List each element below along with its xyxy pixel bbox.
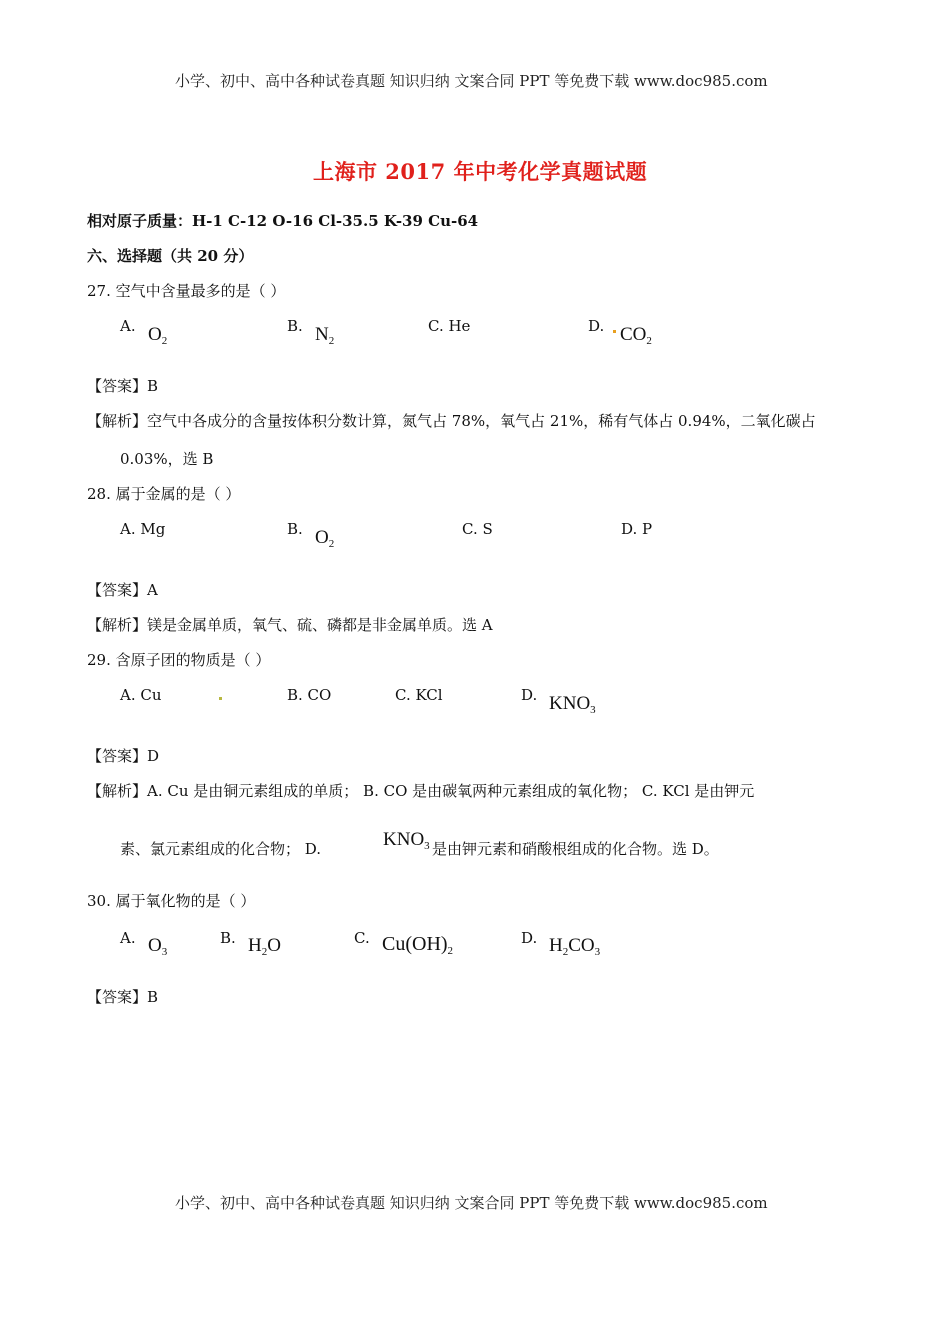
q27-answer: 【答案】B — [87, 377, 159, 395]
q27-analysis-line1: 【解析】空气中各成分的含量按体积分数计算，氮气占 78%，氧气占 21%，稀有气体占 0.94%，二氧化碳占 — [87, 412, 816, 430]
q28-option-a: A. Mg — [120, 520, 166, 538]
q27-d-label: D. — [588, 317, 605, 335]
q27-b-label: B. — [287, 317, 303, 335]
q29-d-label: D. — [521, 686, 538, 704]
q28-b-formula: $O_2$ — [315, 527, 335, 550]
q30-a-formula: $O_3$ — [148, 935, 168, 958]
q29-option-b: B. CO — [287, 686, 332, 704]
q30-option-b — [220, 929, 236, 947]
q28-answer: 【答案】A — [87, 581, 158, 599]
q30-d-label: D. — [521, 929, 538, 947]
q30-c-label: C. — [354, 929, 370, 947]
question-28-stem: 28. 属于金属的是（ ） — [87, 485, 241, 503]
q30-b-formula: $H_2O$ — [248, 935, 281, 958]
q27-analysis-line2: 0.03%，选 B — [120, 450, 214, 468]
q29-analysis-line2: 素、氯元素组成的化合物； D. — [120, 840, 322, 858]
q28-option-b — [287, 520, 303, 538]
stray-mark — [219, 697, 222, 700]
q30-c-formula: $Cu(OH)_2$ — [382, 933, 454, 957]
q29-d-formula: $KNO_3$ — [549, 693, 596, 716]
q29-analysis-formula: $KNO_3$ — [383, 829, 430, 852]
question-30-stem: 30. 属于氧化物的是（ ） — [87, 892, 256, 910]
q30-answer: 【答案】B — [87, 988, 159, 1006]
q27-a-formula: $O_2$ — [148, 324, 168, 347]
q27-a-label: A. — [120, 317, 136, 335]
q28-b-label: B. — [287, 520, 303, 538]
page-title: 上海市 2017 年中考化学真题试题 — [313, 159, 648, 184]
question-27-stem: 27. 空气中含量最多的是（ ） — [87, 282, 286, 300]
q30-option-c — [354, 929, 370, 947]
q28-option-d: D. P — [621, 520, 653, 538]
q30-option-d — [521, 929, 537, 947]
section-heading: 六、选择题（共 20 分） — [87, 247, 254, 265]
q27-option-d — [588, 317, 604, 335]
q29-answer: 【答案】D — [87, 747, 160, 765]
atomic-masses: 相对原子质量：H-1 C-12 O-16 Cl-35.5 K-39 Cu-64 — [87, 212, 479, 230]
q30-d-formula: $H_2CO_3$ — [549, 935, 601, 958]
q27-option-c: C. He — [428, 317, 471, 335]
q29-option-c: C. KCl — [395, 686, 443, 704]
q29-option-d — [521, 686, 537, 704]
q30-b-label: B. — [220, 929, 236, 947]
stray-mark — [613, 330, 616, 333]
q28-option-c: C. S — [462, 520, 493, 538]
q29-analysis-line1: 【解析】A. Cu 是由铜元素组成的单质； B. CO 是由碳氧两种元素组成的氧化物； C. KCl 是由钾元 — [87, 782, 755, 800]
q27-option-b — [287, 317, 303, 335]
q30-a-label: A. — [120, 929, 136, 947]
q27-d-formula: $CO_2$ — [620, 324, 652, 347]
q28-analysis: 【解析】镁是金属单质，氧气、硫、磷都是非金属单质。选 A — [87, 616, 493, 634]
q29-option-a: A. Cu — [120, 686, 162, 704]
question-29-stem: 29. 含原子团的物质是（ ） — [87, 651, 271, 669]
q27-b-formula: $N_2$ — [315, 324, 335, 347]
q29-analysis-line2-tail: 是由钾元素和硝酸根组成的化合物。选 D。 — [432, 840, 719, 858]
q27-option-a — [120, 317, 136, 335]
page-header: 小学、初中、高中各种试卷真题 知识归纳 文案合同 PPT 等免费下载 www.doc985.com — [175, 72, 768, 90]
page-footer: 小学、初中、高中各种试卷真题 知识归纳 文案合同 PPT 等免费下载 www.doc985.com — [175, 1194, 768, 1212]
q30-option-a — [120, 929, 136, 947]
